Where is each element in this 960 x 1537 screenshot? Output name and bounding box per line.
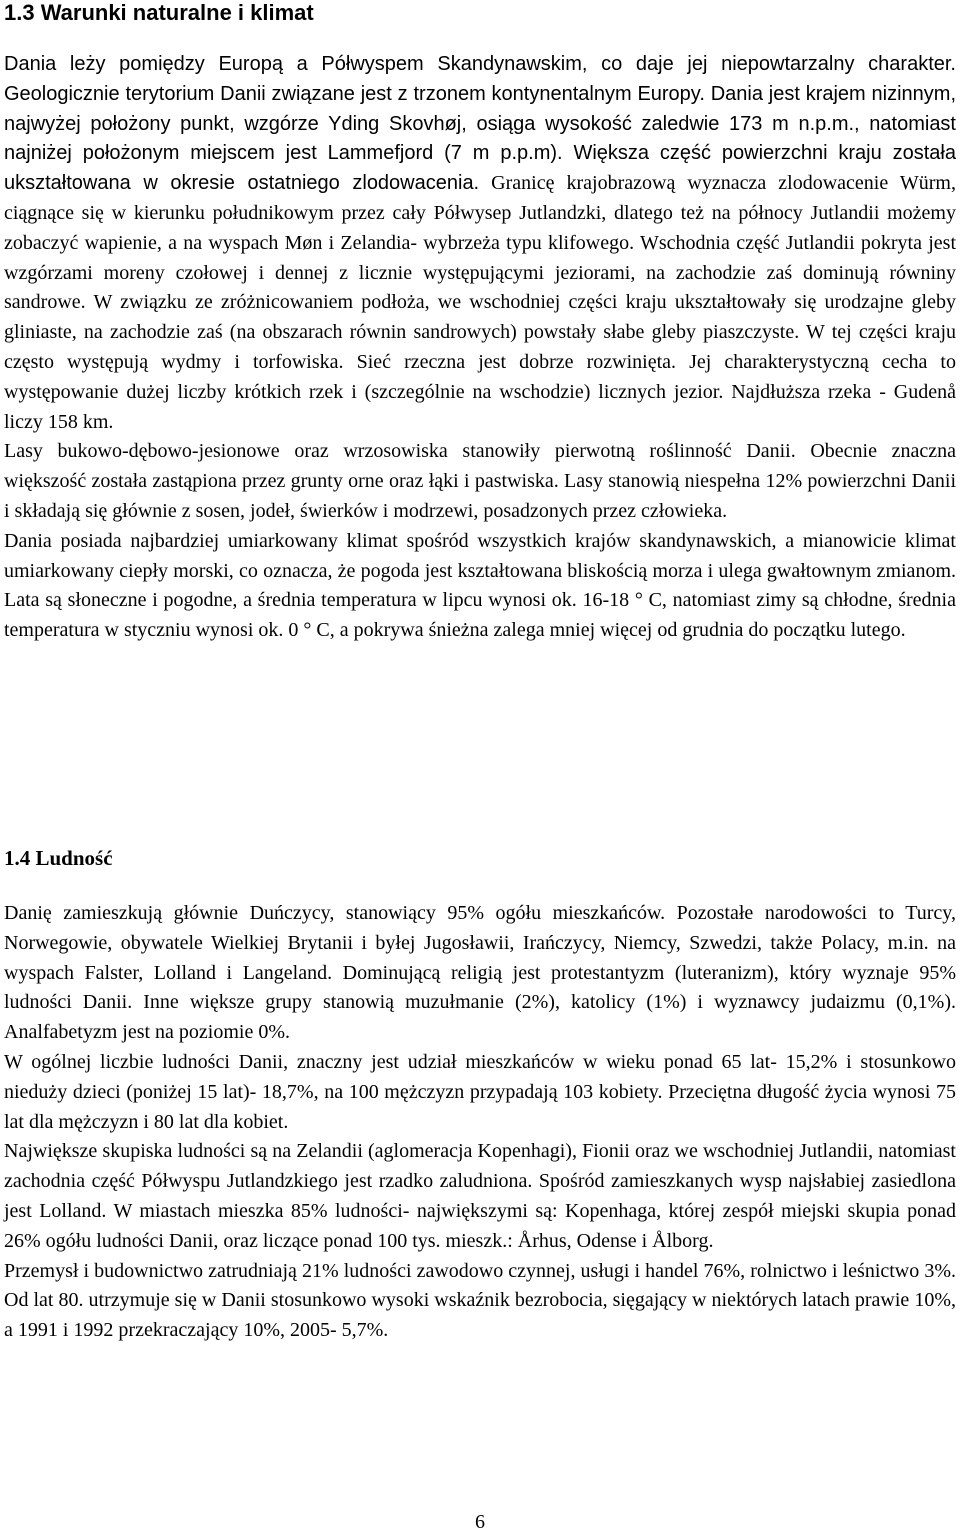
page-number: 6 (475, 1511, 485, 1533)
paragraph-nationalities: Danię zamieszkują głównie Duńczycy, stanowiący 95% ogółu mieszkańców. Pozostałe narodowości to Turcy, Norwegowie, obywatele Wielkiej Brytanii i byłej Jugosławii, Irańczycy, Niemcy, Szwedzi, także Polacy, m.in. na wyspach Falster, Lolland i Langeland. Dominującą religią jest protestantyzm (luteranizm), który wyznaje 95% ludności Danii. Inne większe grupy stanowią muzułmanie (2%), katolicy (1%) i wyznawcy judaizmu (0,1%). Analfabetyzm jest na poziomie 0%. (4, 902, 956, 1044)
paragraph-age-structure: W ogólnej liczbie ludności Danii, znaczny jest udział mieszkańców w wieku ponad 65 lat- 15,2% i stosunkowo nieduży dzieci (poniżej 15 lat)- 18,7%, na 100 mężczyzn przypadają 103 kobiety. Przeciętna długość życia wynosi 75 lat dla mężczyzn i 80 lat dla kobiet. (4, 1050, 956, 1133)
section-heading-climate: 1.3 Warunki naturalne i klimat (4, 0, 314, 25)
geography-text-sans: Dania leży pomiędzy Europą a Półwyspem Skandynawskim, co daje jej niepowtarzalny charakter. Geologicznie terytorium Danii związane jest z trzonem kontynentalnym Europy. Dania jest krajem nizinnym, najwyżej położony punkt, wzgórze Yding Skovhøj, osiąga wysokość zaledwie 173 m n.p.m., natomiast najniżej położonym miejscem jest Lammefjord (7 m p.p.m). Większa część powierzchni kraju została ukształtowana w okresie ostatniego zlodowacenia. (4, 53, 956, 195)
paragraph-geography (4, 50, 956, 437)
paragraph-settlement: Największe skupiska ludności są na Zelandii (aglomeracja Kopenhagi), Fionii oraz we wschodniej Jutlandii, natomiast zachodnia część Półwyspu Jutlandzkiego jest rzadko zaludniona. Spośród zamieszkanych wysp najsłabiej zasiedlona jest Lolland. W miastach mieszka 85% ludności- największymi są: Kopenhaga, której zespół miejski skupia ponad 26% ogółu ludności Danii, oraz liczące ponad 100 tys. mieszk.: Århus, Odense i Ålborg. (4, 1140, 956, 1252)
geography-text-serif: Granicę krajobrazową wyznacza zlodowacenie Würm, ciągnące się w kierunku południkowym przez cały Półwysep Jutlandzki, dlatego też na północy Jutlandii możemy zobaczyć wapienie, a na wyspach Møn i Zelandia- wybrzeża typu klifowego. Wschodnia część Jutlandii pokryta jest wzgórzami moreny czołowej i dennej z licznie występującymi jeziorami, na zachodzie zaś dominują równiny sandrowe. W związku ze zróżnicowaniem podłoża, we wschodniej części kraju ukształtowały się urodzajne gleby gliniaste, na zachodzie zaś (na obszarach równin sandrowych) powstały słabe gleby piaszczyste. W tej części kraju często występują wydmy i torfowiska. Sieć rzeczna jest dobrze rozwinięta. Jej charakterystyczną cecha to występowanie dużej liczby krótkich rzek i (szczególnie na wschodzie) licznych jezior. Najdłuższa rzeka - Gudenå liczy 158 km. (4, 172, 956, 433)
paragraph-vegetation: Lasy bukowo-dębowo-jesionowe oraz wrzosowiska stanowiły pierwotną roślinność Danii. Obecnie znaczna większość została zastąpiona przez grunty orne oraz łąki i pastwiska. Lasy stanowią niespełna 12% powierzchni Danii i składają się głównie z sosen, jodeł, świerków i modrzewi, posadzonych przez człowieka. (4, 440, 956, 522)
paragraph-employment: Przemysł i budownictwo zatrudniają 21% ludności zawodowo czynnej, usługi i handel 76%, rolnictwo i leśnictwo 3%. Od lat 80. utrzymuje się w Danii stosunkowo wysoki wskaźnik bezrobocia, sięgający w niektórych latach prawie 10%, a 1991 i 1992 przekraczający 10%, 2005- 5,7%. (4, 1259, 956, 1342)
section-body-climate (4, 50, 956, 646)
section-heading-population: 1.4 Ludność (4, 846, 113, 870)
section-body-population (4, 899, 956, 1346)
paragraph-climate: Dania posiada najbardziej umiarkowany klimat spośród wszystkich krajów skandynawskich, a mianowicie klimat umiarkowany ciepły morski, co oznacza, że pogoda jest kształtowana bliskością morza i ulega gwałtownym zmianom. Lata są słoneczne i pogodne, a średnia temperatura w lipcu wynosi ok. 16-18 ° C, natomiast zimy są chłodne, średnia temperatura w styczniu wynosi ok. 0 ° C, a pokrywa śnieżna zalega mniej więcej od grudnia do początku lutego. (4, 529, 956, 642)
